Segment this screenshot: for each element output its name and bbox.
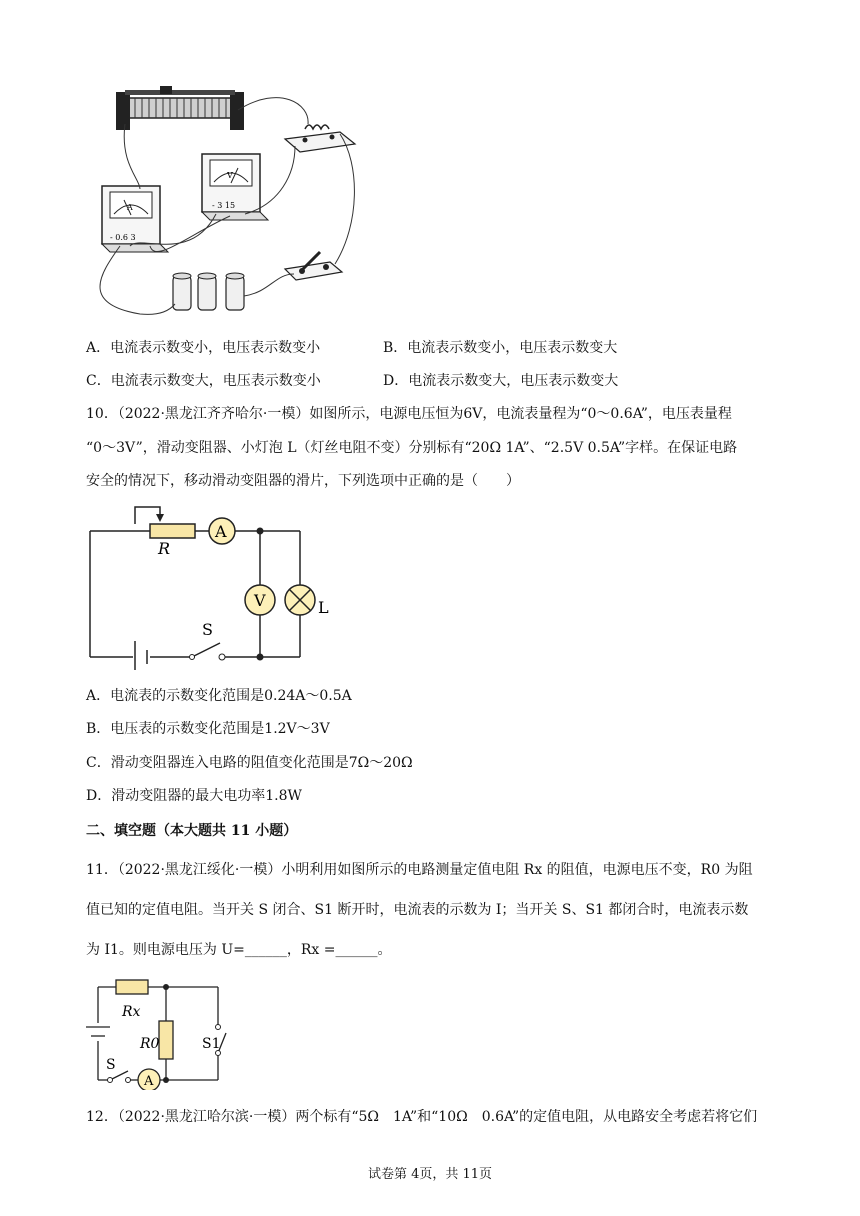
label-R: R [158,539,171,558]
label-A: A [215,522,227,541]
label-Rx: Rx [122,1004,141,1020]
q10-stem-line-3: 安全的情况下，移动滑动变阻器的滑片，下列选项中正确的是（ ） [86,473,520,489]
label-A-q11: A [144,1074,154,1089]
section-title: 二、填空题（本大题共 11 小题） [86,823,298,839]
label-S: S [202,620,213,639]
svg-text:- 3 15: - 3 15 [212,201,236,210]
svg-text:V: V [227,171,233,180]
lamp-board-image [285,125,355,152]
q10-option-a: A．电流表的示数变化范围是0.24A～0.5A [86,688,352,704]
label-R0: R0 [140,1036,160,1052]
voltmeter-image [202,154,268,220]
svg-text:A: A [127,203,133,212]
q9-apparatus-figure [80,84,370,324]
label-S1: S1 [202,1036,221,1052]
resistor-R0-symbol [159,1021,173,1059]
rheostat-R-symbol [150,524,195,538]
resistor-Rx-symbol [116,980,148,994]
label-V: V [254,591,266,610]
q10-option-d: D．滑动变阻器的最大电功率1.8W [86,788,302,804]
rheostat-image [116,86,244,130]
page-footer: 试卷第 4页，共 11页 [367,1167,493,1182]
q10-option-b: B．电压表的示数变化范围是1.2V～3V [86,721,330,737]
q10-circuit-diagram [80,500,330,670]
svg-text:- 0.6 3: - 0.6 3 [110,233,136,242]
switch-image [285,252,342,280]
ammeter-image [102,186,168,252]
slider-arrow-icon [156,514,164,522]
q11-circuit-diagram [80,975,240,1090]
q9-option-b: B．电流表示数变小，电压表示数变大 [383,340,618,356]
q12-stem-line-1: 12．（2022·黑龙江哈尔滨·一模）两个标有“5Ω 1A”和“10Ω 0.6A”的定值电阻，从电路安全考虑若将它们 [86,1109,758,1125]
label-L: L [318,598,329,617]
q10-stem-line-2: “0～3V”，滑动变阻器、小灯泡 L（灯丝电阻不变）分别标有“20Ω 1A”、“2.5V 0.5A”字样。在保证电路 [86,440,738,456]
label-S-q11: S [106,1057,116,1073]
q10-option-c: C．滑动变阻器连入电路的阻值变化范围是7Ω～20Ω [86,755,413,771]
q11-stem-line-1: 11．（2022·黑龙江绥化·一模）小明利用如图所示的电路测量定值电阻 Rx 的阻值，电源电压不变，R0 为阻 [86,862,753,878]
q11-stem-line-2: 值已知的定值电阻。当开关 S 闭合、S1 断开时，电流表的示数为 I；当开关 S、S1 都闭合时，电流表示数 [86,902,749,918]
q9-option-d: D．电流表示数变大，电压表示数变大 [383,373,619,389]
q9-option-c: C．电流表示数变大，电压表示数变小 [86,373,321,389]
q11-stem-line-3: 为 I1。则电源电压为 U=______，Rx =______。 [86,942,392,958]
q9-option-a: A．电流表示数变小，电压表示数变小 [86,340,321,356]
q10-stem-line-1: 10．（2022·黑龙江齐齐哈尔·一模）如图所示，电源电压恒为6V，电流表量程为“0～0.6A”，电压表量程 [86,406,732,422]
battery-cells-image [173,273,244,310]
